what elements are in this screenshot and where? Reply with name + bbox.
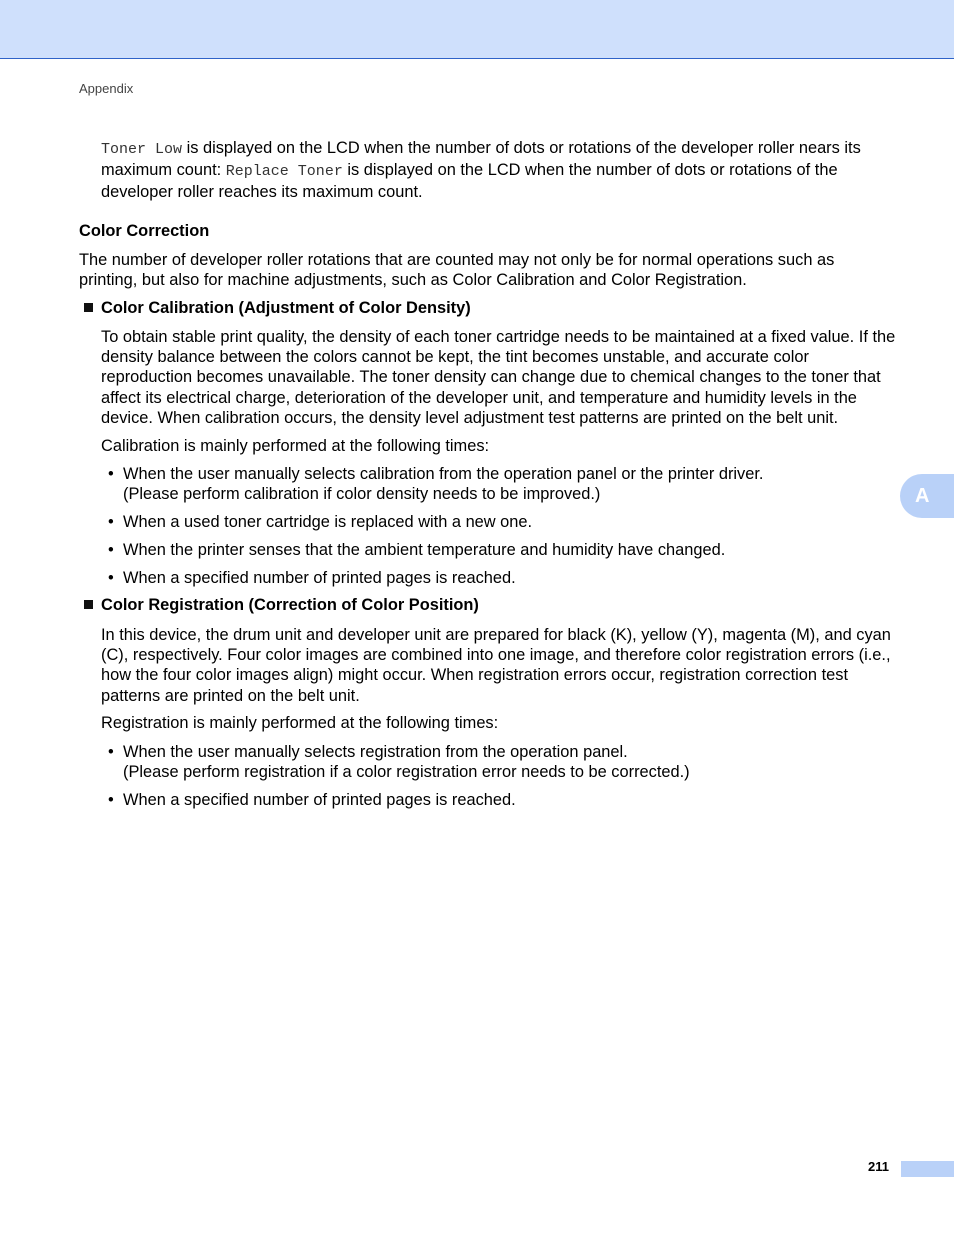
bullet-icon: • [108,743,114,761]
list-item-note: (Please perform calibration if color density needs to be improved.) [123,485,601,504]
intro-text-2: is displayed on the LCD when the number of dots or rotations of the developer roller reaches its maximum count. [101,161,838,202]
square-bullet-icon [84,303,93,312]
appendix-side-tab: A [900,474,954,518]
intro-text-1: is displayed on the LCD when the number of dots or rotations of the developer roller nears its maximum count: [101,139,861,180]
lcd-message-toner-low: Toner Low [101,141,183,158]
square-bullet-icon [84,600,93,609]
bullet-icon: • [108,791,114,809]
list-item-text: When the printer senses that the ambient temperature and humidity have changed. [123,541,726,559]
color-correction-body: The number of developer roller rotations that are counted may not only be for normal operations such as printing, but also for machine adjustments, such as Color Calibration and Color Registration. [79,251,835,290]
list-item-text: When the user manually selects calibration from the operation panel or the printer driver. [123,465,764,483]
color-correction-heading: Color Correction [79,222,210,240]
calibration-times-intro: Calibration is mainly performed at the following times: [101,437,490,455]
calibration-body: To obtain stable print quality, the density of each toner cartridge needs to be maintained at a fixed value. If the density balance between the colors cannot be kept, the tint becomes unstable, and accurate color reproduction becomes unavailable. The toner density can change due to chemical changes to the toner that affect its electrical charge, deterioration of the developer unit, and temperature and humidity levels in the device. When calibration occurs, the density level adjustment test patterns are printed on the belt unit. [101,328,896,427]
registration-heading [84,596,479,615]
list-item-text: When a specified number of printed pages is reached. [123,791,516,809]
bullet-icon: • [108,541,114,559]
list-item-text: When the user manually selects registration from the operation panel. [123,743,628,761]
page-number: 211 [868,1159,889,1174]
registration-heading-text: Color Registration (Correction of Color Position) [101,596,479,614]
list-item-text: When a specified number of printed pages is reached. [123,569,516,587]
intro-paragraph [101,138,896,203]
header-band [0,0,954,59]
list-item-text: When a used toner cartridge is replaced with a new one. [123,513,533,531]
registration-body: In this device, the drum unit and developer unit are prepared for black (K), yellow (Y), magenta (M), and cyan (C), respectively. Four color images are combined into one image, and therefore color registration errors (i.e., how the four color images align) might occur. When registration errors occur, registration correction test patterns are printed on the belt unit. [101,626,891,705]
bullet-icon: • [108,569,114,587]
bullet-icon: • [108,513,114,531]
calibration-heading [84,299,471,318]
page-number-bar [901,1161,954,1177]
bullet-icon: • [108,465,114,483]
lcd-message-replace-toner: Replace Toner [225,163,343,181]
list-item-note: (Please perform registration if a color registration error needs to be corrected.) [123,763,690,782]
registration-times-intro: Registration is mainly performed at the following times: [101,714,499,732]
calibration-heading-text: Color Calibration (Adjustment of Color Density) [101,299,471,317]
running-head: Appendix [79,81,134,96]
